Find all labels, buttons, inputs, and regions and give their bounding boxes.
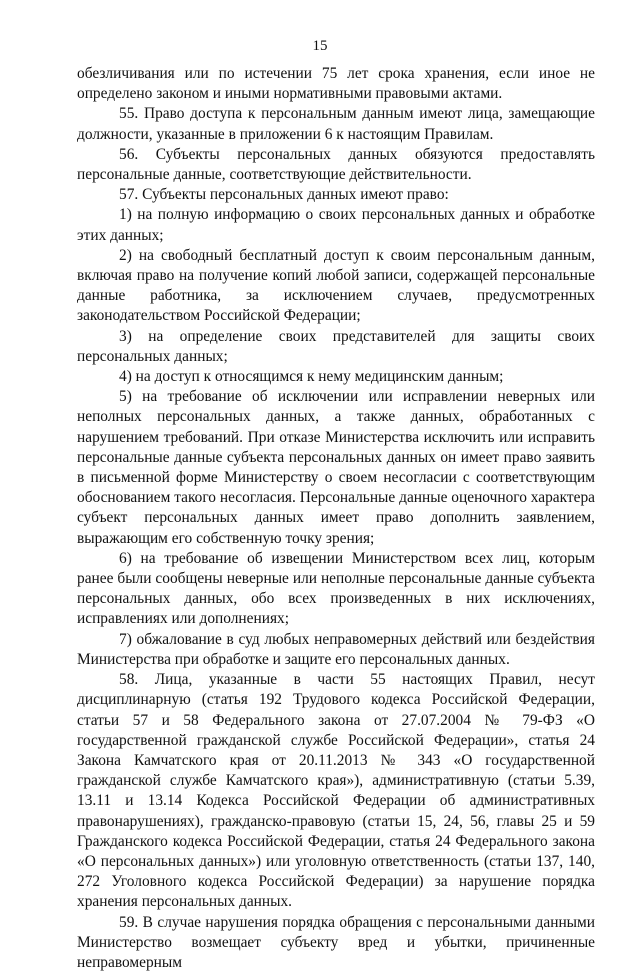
paragraph-57: 57. Субъекты персональных данных имеют право: <box>119 186 449 204</box>
document-text <box>77 64 595 973</box>
paragraph-55: 55. Право доступа к персональным данным имеют лица, замещающие должности, указанные в приложении 6 к настоящим Правилам. <box>77 105 595 143</box>
page-number: 15 <box>312 38 328 54</box>
list-item-6: 6) на требование об извещении Министерством всех лиц, которым ранее были сообщены неверные или неполные персональные данные субъекта персональных данных, обо всех произведенных в них исключениях, исправлениях или дополнениях; <box>77 549 595 628</box>
paragraph-56: 56. Субъекты персональных данных обязуются предоставлять персональные данные, соответствующие действительности. <box>77 145 595 184</box>
list-item-7: 7) обжалование в суд любых неправомерных действий или бездействия Министерства при обработке и защите его персональных данных. <box>77 630 595 668</box>
list-item-1: 1) на полную информацию о своих персональных данных и обработке этих данных; <box>77 206 595 244</box>
paragraph-58: 58. Лица, указанные в части 55 настоящих Правил, несут дисциплинарную (статья 192 Трудового кодекса Российской Федерации, статьи 57 и 58 Федерального закона от 27.07.2004 № 79-ФЗ «О государственной гражданской службе Российской Федерации», статья 24 Закона Камчатского края от 20.11.2013 № 343 «О государственной гражданской службе Камчатского края»), административную (статьи 5.39, 13.11 и 13.14 Кодекса Российской Федерации об административных правонарушениях), гражданско-правовую (статьи 15, 24, 56, главы 25 и 59 Гражданского кодекса Российской Федерации, статья 24 Федерального закона «О персональных данных») или уголовную ответственность (статьи 137, 140, 272 Уголовного кодекса Российской Федерации) за нарушение порядка хранения персональных данных. <box>77 671 595 911</box>
paragraph-59: 59. В случае нарушения порядка обращения с персональными данными Министерство возмещает субъекту вред и убытки, причиненные неправомерным <box>77 913 595 971</box>
list-item-4: 4) на доступ к относящимся к нему медицинским данным; <box>119 368 504 386</box>
paragraph-continuation: обезличивания или по истечении 75 лет срока хранения, если иное не определено законом и иными нормативными правовыми актами. <box>77 65 595 103</box>
list-item-5: 5) на требование об исключении или исправлении неверных или неполных персональных данных, а также данных, обработанных с нарушением требований. При отказе Министерства исключить или исправить персональные данные субъекта персональных данных он имеет право заявить в письменной форме Министерству о своем несогласии с соответствующим обоснованием такого несогласия. Персональные данные оценочного характера субъект персональных данных имеет право дополнить заявлением, выражающим его собственную точку зрения; <box>77 388 595 547</box>
list-item-2: 2) на свободный бесплатный доступ к своим персональным данным, включая право на получение копий любой записи, содержащей персональные данные работника, за исключением случаев, предусмотренных законодательством Российской Федерации; <box>77 246 595 325</box>
list-item-3: 3) на определение своих представителей для защиты своих персональных данных; <box>77 327 595 365</box>
